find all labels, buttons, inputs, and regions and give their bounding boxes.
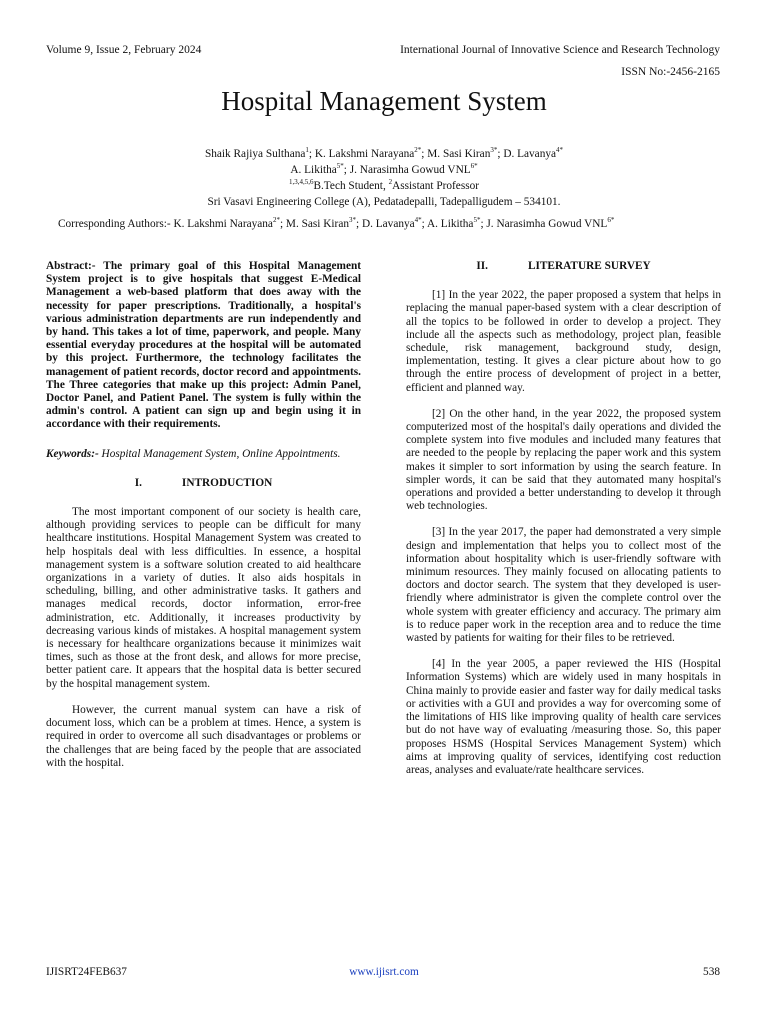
keywords-label: Keywords:-: [46, 447, 99, 460]
author-sup: 4*: [556, 146, 564, 155]
author-name: D. Lavanya: [503, 148, 557, 160]
paragraph: [2] On the other hand, in the year 2022, the proposed system computerized most of the hospital's daily operations and divided the complete system into five modules and included many features that are needed to the people by replacing the paper work and this system makes it simpler to sort information by using the search feature. In simpler words, it can be said that they automated many hospital's operations and provided a better understanding to develop it through web technologies.: [406, 407, 721, 513]
author-sup: 3*: [348, 216, 356, 225]
abstract-text: The primary goal of this Hospital Management System project is to give hospitals that suggest E-Medical Management a web-based platform that does away with the necessity for paper prescriptions. Traditionally, a hospital's various administration departments are run independently and by hand. This takes a lot of time, paperwork, and people. Many essential everyday procedures at the hospital will be automated by this project. Furthermore, the technology facilitates the management of patient records, doctor record and appointments. The Three categories that make up this project: Admin Panel, Doctor Panel, and Patient Panel. The system is fully within the admin's control. A patient can sign up and begin using it in accordance with their requirements.: [46, 260, 362, 431]
author-sep: ;: [421, 218, 427, 230]
section-title: INTRODUCTION: [181, 476, 273, 489]
author-line-2: [0, 162, 768, 178]
role-sup: 2: [388, 178, 393, 187]
author-sup: 2*: [272, 216, 280, 225]
author-sup: 6*: [607, 216, 615, 225]
author-sup: 1: [305, 146, 309, 155]
paper-title: Hospital Management System: [221, 86, 547, 116]
abstract: [46, 260, 361, 432]
section-literature-heading: [406, 260, 721, 273]
paragraph: However, the current manual system can have a risk of document loss, which can be a problem at times. Hence, a system is required in order to overcome all such disadvantages or problems or the challenges that are being faced by the people that are associated with the hospital.: [46, 703, 361, 769]
author-sep: ;: [421, 148, 428, 160]
author-sep: ;: [497, 148, 504, 160]
issn: ISSN No:-2456-2165: [621, 66, 720, 78]
corresponding-authors: [58, 218, 728, 230]
author-block: [0, 146, 768, 210]
author-roles: [0, 178, 768, 194]
author-sup: 6*: [470, 162, 478, 171]
author-name: J. Narasimha Gowud VNL: [486, 218, 608, 230]
author-name: M. Sasi Kiran: [427, 148, 491, 160]
author-sup: 4*: [414, 216, 422, 225]
corresponding-label: Corresponding Authors:-: [58, 218, 174, 230]
author-name: K. Lakshmi Narayana: [314, 148, 415, 160]
author-sep: ;: [279, 218, 286, 230]
paragraph: The most important component of our society is health care, although providing services to people can be difficult for many healthcare institutions. Hospital Management System was created to help hospitals deal with less difficulties. In essence, a hospital management system is a software solution created to aid healthcare organizations in a variety of duties. It also aids hospitals in scheduling, billing, and other administrative tasks. It gathers and manages medical records, doctor information, error-free administration, etc. Additionally, it increases productivity by decreasing various kinds of mistakes. A hospital management system is necessary for healthcare organizations because it minimizes wait times, such as those at the front desk, and allows for more precise, better patient care. It appears that the hospital data is better secured by the hospital management system.: [46, 506, 361, 690]
author-name: J. Narasimha Gowud VNL: [349, 164, 471, 176]
paragraph: [3] In the year 2017, the paper had demonstrated a very simple design and implementation that helps you to collect most of the information about hospitality which is user-friendly software with minimum resources. They mainly focused on allocating patients to doctors and doctor search. The system that they developed is user-friendly where administrator is given the complete control over the whole system with greater efficiency and accuracy. The primary aim is to reduce paper work in the reception area and to reduce the time wasted by patients for waiting for their files to be retrieved.: [406, 526, 721, 645]
author-name: D. Lavanya: [361, 218, 415, 230]
role-sup: 1,3,4,5,6: [288, 178, 314, 187]
section-title: LITERATURE SURVEY: [527, 260, 651, 272]
author-name: A. Likitha: [290, 164, 337, 176]
author-sup: 5*: [336, 162, 344, 171]
author-sep: ;: [343, 164, 350, 176]
paragraph: [4] In the year 2005, a paper reviewed the HIS (Hospital Information Systems) which are widely used in many hospitals in China mainly to provide easier and faster way for daily medical tasks or activities with a GUI and provides a way for overcoming some of the limitations of HIS like improving quality of health care services but do not have way of evaluating /measuring those. So, this paper proposes HSMS (Hospital Services Management System) which aims at improving quality of services, identifying cost reduction areas, analyses and evaluate/rate healthcare services.: [406, 658, 721, 776]
author-sep: ;: [308, 148, 315, 160]
journal-website-link[interactable]: www.ijisrt.com: [349, 966, 419, 978]
author-sep: ;: [355, 218, 362, 230]
author-sup: 3*: [490, 146, 498, 155]
keywords-text: Hospital Management System, Online Appointments.: [101, 447, 341, 460]
left-column: [46, 260, 361, 770]
author-sup: 5*: [473, 216, 481, 225]
section-number: I.: [134, 476, 142, 489]
abstract-label: Abstract:-: [46, 260, 96, 272]
volume-issue: Volume 9, Issue 2, February 2024: [46, 44, 202, 56]
paragraph: [1] In the year 2022, the paper proposed a system that helps in replacing the manual paper-based system with a clear description of all the topics to be followed in order to develop a project. They include all the aspects such as methodology, project plan, feasible schedule, risk management, background study, design, implementation, testing. It gives a clear picture about how to go through the entire process of development of project in a better, efficient and planned way.: [406, 289, 721, 394]
role-text: Assistant Professor: [392, 180, 480, 192]
author-name: Shaik Rajiya Sulthana: [204, 148, 306, 160]
author-name: A. Likitha: [427, 218, 474, 230]
journal-name: International Journal of Innovative Science and Research Technology: [400, 44, 720, 56]
keywords: [46, 448, 361, 461]
author-name: K. Lakshmi Narayana: [173, 218, 273, 230]
right-column: [406, 260, 721, 777]
author-sup: 2*: [414, 146, 422, 155]
affiliation: Sri Vasavi Engineering College (A), Pedatadepalli, Tadepalligudem – 534101.: [207, 196, 561, 208]
author-sep: ;: [480, 218, 487, 230]
article-id: IJISRT24FEB637: [46, 966, 127, 978]
section-number: II.: [476, 260, 488, 272]
author-line-1: [0, 146, 768, 162]
role-text: B.Tech Student,: [313, 180, 389, 192]
section-introduction-heading: [46, 477, 361, 490]
author-name: M. Sasi Kiran: [285, 218, 349, 230]
page-number: 538: [703, 966, 720, 978]
